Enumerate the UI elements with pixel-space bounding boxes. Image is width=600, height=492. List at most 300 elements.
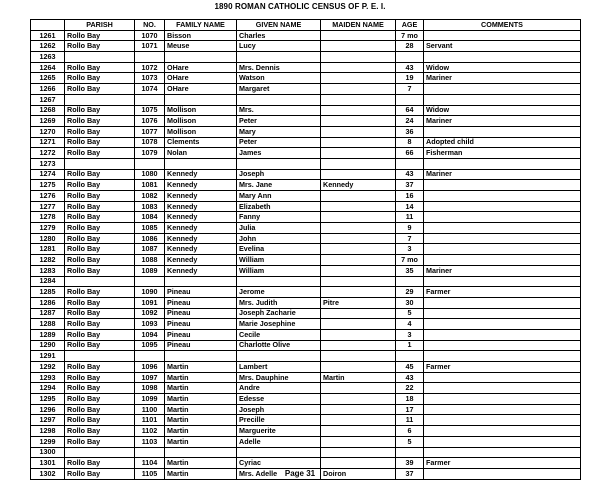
number-cell: 1104: [135, 458, 165, 469]
age-cell: [396, 94, 424, 105]
maiden-name-cell: [321, 73, 396, 84]
table-row: [31, 73, 581, 84]
table-row: [31, 201, 581, 212]
family-name-cell: Mollison: [165, 126, 237, 137]
given-name-cell: [237, 351, 321, 362]
number-cell: 1071: [135, 41, 165, 52]
maiden-name-cell: [321, 94, 396, 105]
number-cell: 1091: [135, 297, 165, 308]
table-row: [31, 223, 581, 234]
given-name-cell: [237, 158, 321, 169]
comments-cell: [424, 308, 581, 319]
comments-cell: [424, 319, 581, 330]
comments-cell: [424, 255, 581, 266]
parish-cell: [65, 276, 135, 287]
comments-cell: [424, 126, 581, 137]
age-cell: 1: [396, 340, 424, 351]
given-name-cell: Mrs. Judith: [237, 297, 321, 308]
row-number-cell: 1297: [31, 415, 65, 426]
family-name-cell: Kennedy: [165, 212, 237, 223]
maiden-name-cell: Pitre: [321, 297, 396, 308]
parish-cell: Rollo Bay: [65, 329, 135, 340]
comments-cell: [424, 201, 581, 212]
maiden-name-cell: [321, 105, 396, 116]
age-cell: 18: [396, 394, 424, 405]
comments-cell: [424, 394, 581, 405]
age-cell: 11: [396, 212, 424, 223]
family-name-cell: [165, 52, 237, 63]
comments-cell: [424, 329, 581, 340]
table-row: [31, 447, 581, 458]
header-no: NO.: [135, 20, 165, 31]
age-cell: 28: [396, 41, 424, 52]
given-name-cell: Peter: [237, 137, 321, 148]
age-cell: 45: [396, 362, 424, 373]
age-cell: [396, 351, 424, 362]
maiden-name-cell: [321, 265, 396, 276]
table-row: [31, 426, 581, 437]
number-cell: 1102: [135, 426, 165, 437]
table-row: [31, 287, 581, 298]
parish-cell: Rollo Bay: [65, 223, 135, 234]
parish-cell: Rollo Bay: [65, 340, 135, 351]
parish-cell: Rollo Bay: [65, 372, 135, 383]
maiden-name-cell: [321, 126, 396, 137]
given-name-cell: Cyriac: [237, 458, 321, 469]
row-number-cell: 1285: [31, 287, 65, 298]
family-name-cell: Martin: [165, 372, 237, 383]
comments-cell: [424, 340, 581, 351]
maiden-name-cell: [321, 319, 396, 330]
parish-cell: Rollo Bay: [65, 394, 135, 405]
row-number-cell: 1276: [31, 191, 65, 202]
row-number-cell: 1266: [31, 84, 65, 95]
row-number-cell: 1279: [31, 223, 65, 234]
age-cell: 30: [396, 297, 424, 308]
number-cell: 1088: [135, 255, 165, 266]
row-number-cell: 1273: [31, 158, 65, 169]
family-name-cell: OHare: [165, 84, 237, 95]
row-number-cell: 1288: [31, 319, 65, 330]
age-cell: 3: [396, 329, 424, 340]
comments-cell: Widow: [424, 105, 581, 116]
family-name-cell: OHare: [165, 62, 237, 73]
table-row: [31, 394, 581, 405]
family-name-cell: Martin: [165, 394, 237, 405]
row-number-cell: 1274: [31, 169, 65, 180]
number-cell: 1092: [135, 308, 165, 319]
comments-cell: [424, 244, 581, 255]
given-name-cell: Lambert: [237, 362, 321, 373]
maiden-name-cell: [321, 137, 396, 148]
maiden-name-cell: [321, 351, 396, 362]
maiden-name-cell: [321, 244, 396, 255]
given-name-cell: Joseph: [237, 404, 321, 415]
table-row: [31, 276, 581, 287]
number-cell: 1085: [135, 223, 165, 234]
number-cell: 1099: [135, 394, 165, 405]
comments-cell: Mariner: [424, 116, 581, 127]
row-number-cell: 1278: [31, 212, 65, 223]
maiden-name-cell: [321, 415, 396, 426]
row-number-cell: 1284: [31, 276, 65, 287]
maiden-name-cell: [321, 276, 396, 287]
parish-cell: Rollo Bay: [65, 287, 135, 298]
given-name-cell: Mrs. Jane: [237, 180, 321, 191]
age-cell: 16: [396, 191, 424, 202]
number-cell: 1086: [135, 233, 165, 244]
age-cell: 22: [396, 383, 424, 394]
given-name-cell: James: [237, 148, 321, 159]
family-name-cell: Mollison: [165, 116, 237, 127]
number-cell: [135, 447, 165, 458]
given-name-cell: Elizabeth: [237, 201, 321, 212]
given-name-cell: Margaret: [237, 84, 321, 95]
maiden-name-cell: [321, 116, 396, 127]
parish-cell: Rollo Bay: [65, 191, 135, 202]
row-number-cell: 1271: [31, 137, 65, 148]
row-number-cell: 1293: [31, 372, 65, 383]
row-number-cell: 1301: [31, 458, 65, 469]
parish-cell: [65, 158, 135, 169]
given-name-cell: Charlotte Olive: [237, 340, 321, 351]
comments-cell: [424, 30, 581, 41]
row-number-cell: 1286: [31, 297, 65, 308]
number-cell: 1084: [135, 212, 165, 223]
parish-cell: Rollo Bay: [65, 404, 135, 415]
number-cell: 1083: [135, 201, 165, 212]
maiden-name-cell: Doiron: [321, 468, 396, 479]
table-row: [31, 94, 581, 105]
family-name-cell: Martin: [165, 458, 237, 469]
number-cell: 1103: [135, 436, 165, 447]
age-cell: 6: [396, 426, 424, 437]
parish-cell: Rollo Bay: [65, 383, 135, 394]
given-name-cell: [237, 94, 321, 105]
number-cell: 1090: [135, 287, 165, 298]
table-row: [31, 84, 581, 95]
maiden-name-cell: [321, 308, 396, 319]
table-row: [31, 158, 581, 169]
age-cell: 39: [396, 458, 424, 469]
table-row: [31, 329, 581, 340]
comments-cell: [424, 436, 581, 447]
row-number-cell: 1262: [31, 41, 65, 52]
number-cell: 1094: [135, 329, 165, 340]
comments-cell: [424, 212, 581, 223]
parish-cell: Rollo Bay: [65, 169, 135, 180]
row-number-cell: 1290: [31, 340, 65, 351]
maiden-name-cell: [321, 212, 396, 223]
number-cell: 1078: [135, 137, 165, 148]
given-name-cell: [237, 447, 321, 458]
given-name-cell: Edesse: [237, 394, 321, 405]
row-number-cell: 1294: [31, 383, 65, 394]
number-cell: 1081: [135, 180, 165, 191]
age-cell: 5: [396, 308, 424, 319]
family-name-cell: Kennedy: [165, 233, 237, 244]
row-number-cell: 1291: [31, 351, 65, 362]
family-name-cell: Kennedy: [165, 223, 237, 234]
table-row: [31, 404, 581, 415]
age-cell: 8: [396, 137, 424, 148]
table-row: [31, 169, 581, 180]
parish-cell: Rollo Bay: [65, 468, 135, 479]
given-name-cell: John: [237, 233, 321, 244]
census-table: [30, 19, 581, 480]
table-row: [31, 212, 581, 223]
parish-cell: Rollo Bay: [65, 201, 135, 212]
family-name-cell: Clements: [165, 137, 237, 148]
page-number: Page 31: [284, 469, 316, 478]
given-name-cell: [237, 52, 321, 63]
comments-cell: [424, 223, 581, 234]
comments-cell: [424, 191, 581, 202]
table-row: [31, 244, 581, 255]
comments-cell: [424, 426, 581, 437]
maiden-name-cell: [321, 426, 396, 437]
maiden-name-cell: [321, 158, 396, 169]
family-name-cell: OHare: [165, 73, 237, 84]
age-cell: 43: [396, 372, 424, 383]
row-number-cell: 1295: [31, 394, 65, 405]
family-name-cell: Pineau: [165, 287, 237, 298]
table-row: [31, 191, 581, 202]
number-cell: 1098: [135, 383, 165, 394]
comments-cell: Farmer: [424, 287, 581, 298]
number-cell: [135, 351, 165, 362]
table-row: [31, 265, 581, 276]
parish-cell: Rollo Bay: [65, 62, 135, 73]
row-number-cell: 1264: [31, 62, 65, 73]
family-name-cell: Martin: [165, 415, 237, 426]
age-cell: 7: [396, 233, 424, 244]
family-name-cell: Kennedy: [165, 255, 237, 266]
parish-cell: Rollo Bay: [65, 84, 135, 95]
given-name-cell: [237, 276, 321, 287]
number-cell: 1070: [135, 30, 165, 41]
given-name-cell: Marie Josephine: [237, 319, 321, 330]
row-number-cell: 1272: [31, 148, 65, 159]
maiden-name-cell: [321, 394, 396, 405]
age-cell: 35: [396, 265, 424, 276]
comments-cell: [424, 297, 581, 308]
given-name-cell: Watson: [237, 73, 321, 84]
row-number-cell: 1298: [31, 426, 65, 437]
family-name-cell: Kennedy: [165, 201, 237, 212]
parish-cell: [65, 52, 135, 63]
maiden-name-cell: [321, 62, 396, 73]
number-cell: 1087: [135, 244, 165, 255]
given-name-cell: William: [237, 255, 321, 266]
number-cell: 1093: [135, 319, 165, 330]
maiden-name-cell: [321, 436, 396, 447]
header-row: [31, 20, 581, 31]
age-cell: [396, 447, 424, 458]
document-title: 1890 ROMAN CATHOLIC CENSUS OF P. E. I.: [214, 2, 386, 11]
row-number-cell: 1289: [31, 329, 65, 340]
row-number-cell: 1302: [31, 468, 65, 479]
table-row: [31, 41, 581, 52]
age-cell: 5: [396, 436, 424, 447]
row-number-cell: 1296: [31, 404, 65, 415]
maiden-name-cell: [321, 404, 396, 415]
family-name-cell: [165, 158, 237, 169]
given-name-cell: Mrs. Dauphine: [237, 372, 321, 383]
number-cell: 1079: [135, 148, 165, 159]
parish-cell: Rollo Bay: [65, 458, 135, 469]
maiden-name-cell: [321, 84, 396, 95]
maiden-name-cell: [321, 287, 396, 298]
number-cell: [135, 52, 165, 63]
age-cell: [396, 158, 424, 169]
table-row: [31, 308, 581, 319]
family-name-cell: [165, 94, 237, 105]
given-name-cell: Peter: [237, 116, 321, 127]
parish-cell: [65, 351, 135, 362]
number-cell: 1101: [135, 415, 165, 426]
comments-cell: Adopted child: [424, 137, 581, 148]
table-row: [31, 415, 581, 426]
given-name-cell: Joseph: [237, 169, 321, 180]
maiden-name-cell: [321, 458, 396, 469]
maiden-name-cell: [321, 233, 396, 244]
family-name-cell: Pineau: [165, 297, 237, 308]
family-name-cell: [165, 351, 237, 362]
age-cell: 43: [396, 62, 424, 73]
comments-cell: Mariner: [424, 73, 581, 84]
maiden-name-cell: [321, 191, 396, 202]
parish-cell: Rollo Bay: [65, 436, 135, 447]
maiden-name-cell: [321, 255, 396, 266]
row-number-cell: 1292: [31, 362, 65, 373]
row-number-cell: 1281: [31, 244, 65, 255]
parish-cell: Rollo Bay: [65, 105, 135, 116]
number-cell: [135, 158, 165, 169]
comments-cell: [424, 351, 581, 362]
family-name-cell: [165, 276, 237, 287]
parish-cell: Rollo Bay: [65, 212, 135, 223]
parish-cell: Rollo Bay: [65, 255, 135, 266]
age-cell: 66: [396, 148, 424, 159]
family-name-cell: Mollison: [165, 105, 237, 116]
table-row: [31, 340, 581, 351]
given-name-cell: Evelina: [237, 244, 321, 255]
age-cell: 7: [396, 84, 424, 95]
family-name-cell: Martin: [165, 362, 237, 373]
maiden-name-cell: [321, 383, 396, 394]
maiden-name-cell: [321, 201, 396, 212]
header-given-name: GIVEN NAME: [237, 20, 321, 31]
age-cell: 3: [396, 244, 424, 255]
header-comments: COMMENTS: [424, 20, 581, 31]
parish-cell: Rollo Bay: [65, 126, 135, 137]
header-maiden-name: MAIDEN NAME: [321, 20, 396, 31]
census-table-header: [31, 20, 581, 31]
row-number-cell: 1275: [31, 180, 65, 191]
comments-cell: [424, 84, 581, 95]
row-number-cell: 1300: [31, 447, 65, 458]
comments-cell: [424, 276, 581, 287]
family-name-cell: Martin: [165, 383, 237, 394]
age-cell: 64: [396, 105, 424, 116]
family-name-cell: Kennedy: [165, 244, 237, 255]
number-cell: 1095: [135, 340, 165, 351]
age-cell: 36: [396, 126, 424, 137]
table-row: [31, 137, 581, 148]
age-cell: [396, 52, 424, 63]
parish-cell: Rollo Bay: [65, 297, 135, 308]
table-row: [31, 180, 581, 191]
parish-cell: Rollo Bay: [65, 426, 135, 437]
given-name-cell: Mrs. Dennis: [237, 62, 321, 73]
number-cell: [135, 94, 165, 105]
number-cell: 1097: [135, 372, 165, 383]
row-number-cell: 1261: [31, 30, 65, 41]
maiden-name-cell: Martin: [321, 372, 396, 383]
family-name-cell: Martin: [165, 404, 237, 415]
table-row: [31, 372, 581, 383]
family-name-cell: Kennedy: [165, 169, 237, 180]
family-name-cell: Kennedy: [165, 180, 237, 191]
header-parish: PARISH: [65, 20, 135, 31]
family-name-cell: Martin: [165, 426, 237, 437]
maiden-name-cell: [321, 148, 396, 159]
maiden-name-cell: [321, 223, 396, 234]
family-name-cell: Pineau: [165, 340, 237, 351]
family-name-cell: Pineau: [165, 329, 237, 340]
age-cell: 7 mo: [396, 30, 424, 41]
family-name-cell: Bisson: [165, 30, 237, 41]
number-cell: 1100: [135, 404, 165, 415]
age-cell: 29: [396, 287, 424, 298]
table-row: [31, 116, 581, 127]
given-name-cell: Mrs. Adelle: [237, 468, 321, 479]
family-name-cell: Nolan: [165, 148, 237, 159]
maiden-name-cell: [321, 329, 396, 340]
age-cell: 19: [396, 73, 424, 84]
comments-cell: [424, 404, 581, 415]
age-cell: 37: [396, 468, 424, 479]
given-name-cell: Joseph Zacharie: [237, 308, 321, 319]
table-row: [31, 105, 581, 116]
comments-cell: [424, 233, 581, 244]
parish-cell: Rollo Bay: [65, 148, 135, 159]
age-cell: 9: [396, 223, 424, 234]
age-cell: 11: [396, 415, 424, 426]
row-number-cell: 1270: [31, 126, 65, 137]
age-cell: 7 mo: [396, 255, 424, 266]
table-row: [31, 436, 581, 447]
maiden-name-cell: [321, 340, 396, 351]
comments-cell: Farmer: [424, 362, 581, 373]
comments-cell: [424, 372, 581, 383]
row-number-cell: 1263: [31, 52, 65, 63]
number-cell: 1080: [135, 169, 165, 180]
row-number-cell: 1277: [31, 201, 65, 212]
comments-cell: Mariner: [424, 169, 581, 180]
row-number-cell: 1267: [31, 94, 65, 105]
parish-cell: Rollo Bay: [65, 265, 135, 276]
number-cell: 1073: [135, 73, 165, 84]
comments-cell: [424, 180, 581, 191]
comments-cell: Farmer: [424, 458, 581, 469]
age-cell: 14: [396, 201, 424, 212]
table-row: [31, 297, 581, 308]
given-name-cell: Lucy: [237, 41, 321, 52]
parish-cell: Rollo Bay: [65, 137, 135, 148]
family-name-cell: Kennedy: [165, 191, 237, 202]
